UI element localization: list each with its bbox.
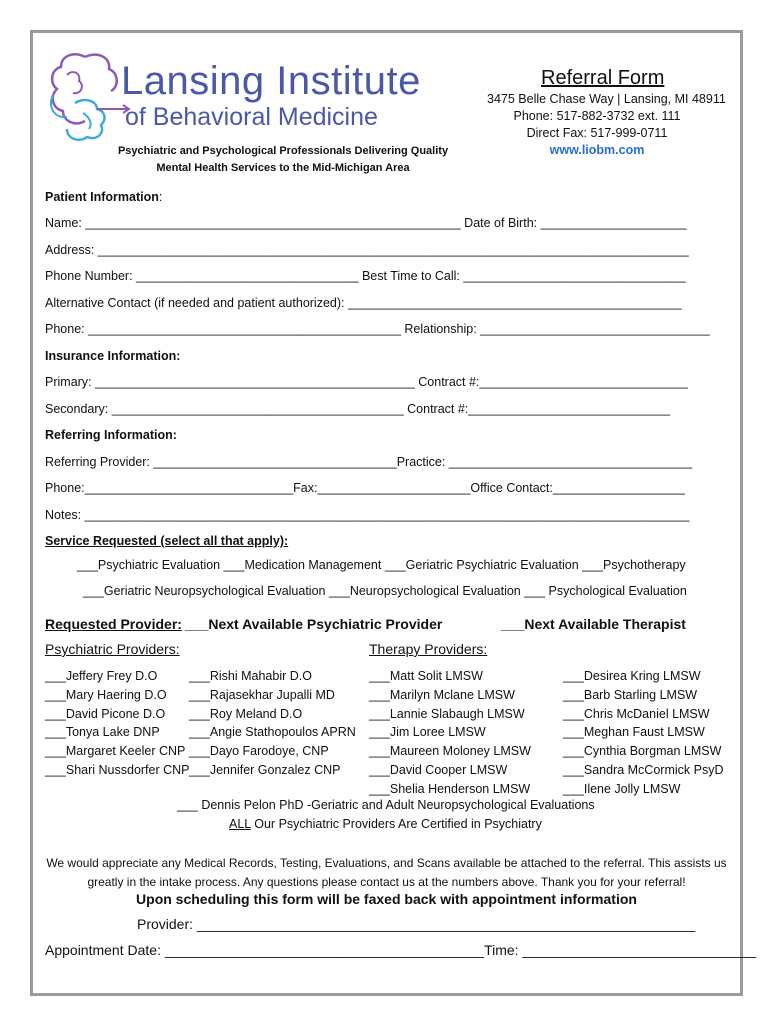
provider-option[interactable]: ___Lannie Slabaugh LMSW bbox=[369, 706, 525, 721]
psychiatric-providers-heading: Psychiatric Providers: bbox=[45, 641, 180, 657]
provider-option[interactable]: ___Maureen Moloney LMSW bbox=[369, 744, 531, 759]
provider-option[interactable]: ___Barb Starling LMSW bbox=[563, 687, 698, 702]
provider-option[interactable]: ___Angie Stathopoulos APRN bbox=[189, 725, 356, 740]
provider-option[interactable]: ___Margaret Keeler CNP bbox=[45, 744, 186, 759]
patient-name-dob-field[interactable]: Name: ______________________________________________________ Date of Birth: _____________________ bbox=[45, 216, 687, 230]
provider-option[interactable]: ___Chris McDaniel LMSW bbox=[563, 706, 710, 721]
provider-option[interactable]: ___David Picone D.O bbox=[45, 706, 166, 721]
brain-logo-icon bbox=[45, 47, 131, 157]
fax-back-notice: Upon scheduling this form will be faxed back with appointment information bbox=[136, 891, 637, 907]
requested-provider-label: Requested Provider: bbox=[45, 616, 182, 632]
insurance-heading: Insurance Information: bbox=[45, 349, 181, 363]
tagline-line2: Mental Health Services to the Mid-Michigan Area bbox=[156, 162, 410, 174]
next-available-psychiatric-option[interactable]: ___Next Available Psychiatric Provider bbox=[185, 616, 443, 632]
provider-option[interactable]: ___Rajasekhar Jupalli MD bbox=[189, 687, 335, 702]
provider-option[interactable]: ___Roy Meland D.O bbox=[189, 706, 303, 721]
clinic-fax: Direct Fax: 517-999-0711 bbox=[526, 126, 668, 140]
tagline-line1: Psychiatric and Psychological Professionals Delivering Quality bbox=[117, 145, 449, 157]
provider-option[interactable]: ___Rishi Mahabir D.O bbox=[189, 669, 312, 683]
therapy-providers-col2 bbox=[563, 667, 723, 799]
provider-option[interactable]: ___Jeffery Frey D.O bbox=[45, 669, 158, 683]
appointment-provider-field[interactable]: Provider: ________________________________________________________________ bbox=[137, 916, 696, 932]
primary-insurance-field[interactable]: Primary: ______________________________________________ Contract #:______________________________ bbox=[45, 375, 688, 389]
provider-option[interactable]: ___Sandra McCormick PsyD bbox=[563, 762, 724, 777]
provider-option[interactable]: ___Shari Nussdorfer CNP bbox=[45, 762, 190, 777]
provider-option[interactable]: ___Marilyn Mclane LMSW bbox=[369, 687, 515, 702]
form-title: Referral Form bbox=[541, 67, 665, 89]
secondary-insurance-field[interactable]: Secondary: __________________________________________ Contract #:_____________________________ bbox=[45, 402, 670, 416]
patient-phone-besttime-field[interactable]: Phone Number: ________________________________ Best Time to Call: ________________________________ bbox=[45, 269, 686, 283]
logo-subtitle: of Behavioral Medicine bbox=[125, 103, 378, 131]
notes-field[interactable]: Notes: _______________________________________________________________________________________ bbox=[45, 508, 690, 522]
provider-option[interactable]: ___Jennifer Gonzalez CNP bbox=[189, 762, 341, 777]
appointment-date-time-field[interactable]: Appointment Date: _________________________________________Time: ______________________________ bbox=[45, 942, 757, 958]
referral-form-page bbox=[30, 30, 757, 996]
provider-option[interactable]: ___David Cooper LMSW bbox=[369, 762, 508, 777]
clinic-website-link[interactable]: www.liobm.com bbox=[549, 143, 645, 157]
provider-option[interactable]: ___Mary Haering D.O bbox=[45, 687, 167, 702]
dennis-pelon-option[interactable]: ___ Dennis Pelon PhD -Geriatric and Adult Neuropsychological Evaluations bbox=[177, 798, 595, 812]
service-options-row2[interactable]: ___Geriatric Neuropsychological Evaluation ___Neuropsychological Evaluation ___ Psychological Evaluation bbox=[83, 584, 687, 598]
provider-option[interactable]: ___Dayo Farodoye, CNP bbox=[189, 744, 329, 759]
provider-option[interactable]: ___Tonya Lake DNP bbox=[45, 725, 160, 740]
clinic-address: 3475 Belle Chase Way | Lansing, MI 48911 bbox=[487, 92, 726, 106]
therapy-providers-col1 bbox=[369, 667, 531, 799]
service-requested-heading: Service Requested (select all that apply): bbox=[45, 534, 289, 548]
service-options-row1[interactable]: ___Psychiatric Evaluation ___Medication Management ___Geriatric Psychiatric Evaluation ___Psychotherapy bbox=[77, 558, 686, 572]
provider-option[interactable]: ___Desirea Kring LMSW bbox=[563, 669, 701, 683]
psychiatric-providers-col1 bbox=[45, 667, 190, 780]
records-notice-line2: greatly in the intake process. Any questions please contact us at the numbers above. Thank you for your referral! bbox=[87, 875, 686, 889]
psychiatric-providers-col2 bbox=[189, 667, 356, 780]
certification-note: ALL Our Psychiatric Providers Are Certified in Psychiatry bbox=[229, 817, 542, 831]
referring-phone-fax-contact-field[interactable]: Phone:______________________________Fax:______________________Office Contact:___________________ bbox=[45, 481, 685, 495]
provider-option[interactable]: ___Ilene Jolly LMSW bbox=[563, 781, 681, 796]
provider-option[interactable]: ___Meghan Faust LMSW bbox=[563, 725, 705, 740]
records-notice-line1: We would appreciate any Medical Records, Testing, Evaluations, and Scans available be attached to the referral. This assists us bbox=[46, 856, 727, 870]
referring-provider-practice-field[interactable]: Referring Provider: ___________________________________Practice: ___________________________________ bbox=[45, 455, 693, 469]
provider-option[interactable]: ___Jim Loree LMSW bbox=[369, 725, 486, 740]
referring-heading: Referring Information: bbox=[45, 428, 177, 442]
clinic-phone: Phone: 517-882-3732 ext. 111 bbox=[513, 109, 681, 123]
alternative-contact-field[interactable]: Alternative Contact (if needed and patient authorized): ________________________________________________ bbox=[45, 296, 682, 310]
patient-address-field[interactable]: Address: _____________________________________________________________________________________ bbox=[45, 243, 689, 257]
provider-option[interactable]: ___Shelia Henderson LMSW bbox=[369, 781, 531, 796]
provider-option[interactable]: ___Cynthia Borgman LMSW bbox=[563, 744, 722, 759]
logo-title: Lansing Institute bbox=[121, 59, 421, 103]
next-available-therapist-option[interactable]: ___Next Available Therapist bbox=[501, 616, 686, 632]
alt-phone-relationship-field[interactable]: Phone: _____________________________________________ Relationship: _________________________________ bbox=[45, 322, 710, 336]
patient-info-heading: Patient Information: bbox=[45, 190, 163, 204]
provider-option[interactable]: ___Matt Solit LMSW bbox=[369, 669, 483, 683]
therapy-providers-heading: Therapy Providers: bbox=[369, 641, 488, 657]
